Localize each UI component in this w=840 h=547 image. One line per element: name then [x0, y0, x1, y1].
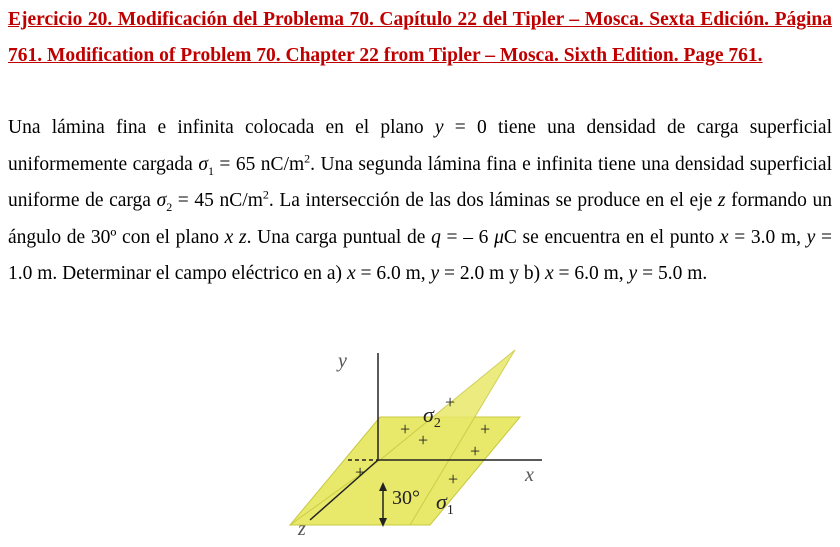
plus-sign: +: [470, 441, 481, 461]
text: = 5.0 m.: [637, 263, 708, 285]
text: = 3.0 m,: [728, 226, 807, 248]
y-axis-label: y: [338, 350, 347, 372]
sigma-symbol: σ: [198, 153, 208, 175]
text: = 2.0 m y b): [439, 263, 545, 285]
text: = 1.0 m. Determinar el campo eléctrico en a): [8, 226, 833, 285]
text: Una lámina fina e infinita colocada en el plano: [8, 117, 435, 138]
var-y: y: [434, 117, 444, 138]
plus-sign: +: [448, 469, 459, 489]
plus-sign: +: [480, 419, 491, 439]
text: C se encuentra en el punto: [503, 226, 720, 248]
superscript-2: 2: [304, 151, 311, 166]
problem-statement: [8, 110, 832, 293]
var-x: x: [346, 263, 356, 285]
charged-sheets-figure: [280, 345, 550, 545]
superscript-2: 2: [262, 187, 269, 202]
plus-sign: +: [400, 419, 411, 439]
sigma1-label: $\sigma_1$: [436, 489, 454, 518]
text: = 6.0 m,: [553, 263, 629, 285]
z-axis-label: z: [298, 518, 306, 540]
var-xz: x z: [224, 226, 247, 248]
var-z: z: [717, 190, 726, 212]
var-q: q: [431, 226, 441, 248]
var-x: x: [719, 226, 729, 248]
var-x: x: [544, 263, 554, 285]
text: . Una segunda lámina fina e infinita tiene una densidad superficial uniforme de carga: [8, 153, 833, 212]
x-axis-label: x: [525, 464, 534, 486]
plus-sign: +: [355, 462, 366, 482]
text: formando un ángulo de 30º con el plano: [8, 190, 833, 248]
text: = 45 nC/m: [172, 190, 263, 212]
subscript-2: 2: [166, 200, 173, 215]
angle-label: 30°: [392, 487, 420, 509]
text: . Una carga puntual de: [246, 226, 432, 248]
var-y: y: [806, 226, 816, 248]
text: . La intersección de las dos láminas se produce en el eje: [268, 190, 718, 212]
subscript-1: 1: [207, 163, 214, 178]
plus-sign: +: [445, 392, 456, 412]
plus-sign: +: [418, 430, 429, 450]
text: = 0 tiene una densidad de carga superficial uniformemente cargada: [8, 117, 833, 175]
exercise-heading[interactable]: Ejercicio 20. Modificación del Problema 70. Capítulo 22 del Tipler – Mosca. Sexta Edición. Página 761. Modification of Problem 70. Chapter 22 from Tipler – Mosca. Sixth Edition. Page 761.: [8, 9, 832, 66]
text: = 6.0 m,: [355, 263, 431, 285]
sigma-symbol: σ: [156, 190, 167, 212]
mu-symbol: μ: [494, 226, 504, 248]
text: = – 6: [440, 226, 495, 248]
text: = 65 nC/m: [213, 153, 305, 175]
var-y: y: [430, 263, 440, 285]
sigma2-label: $\sigma_2$: [423, 402, 441, 431]
var-y: y: [628, 263, 638, 285]
